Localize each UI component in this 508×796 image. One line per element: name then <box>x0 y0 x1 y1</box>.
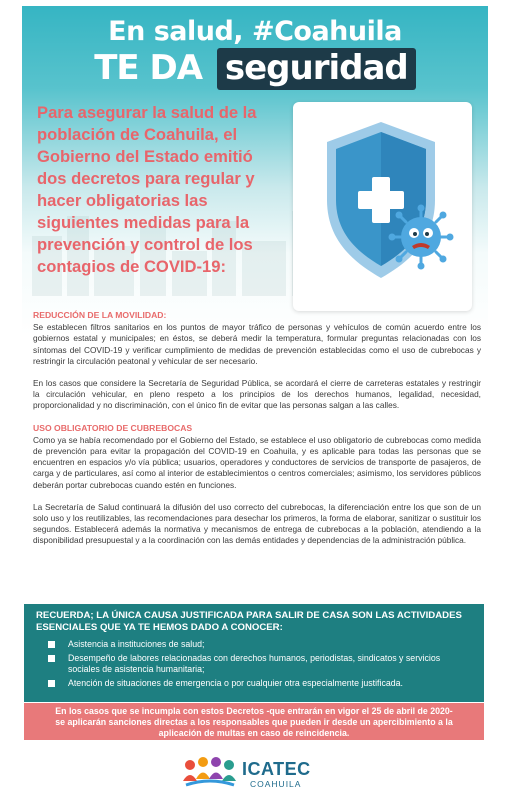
body-text <box>33 310 481 558</box>
paragraph-movilidad-2: En los casos que considere la Secretaría de Seguridad Pública, se acordará el cierre de carreteras estatales y restringir la circulación vehicular, en pleno respeto a los principios de los derechos humanos, legalidad, necesidad, proporcionalidad y no discriminación, con el único fin de evitar que las personas salgan a las calles. <box>33 378 481 411</box>
logo-subtitle: COAHUILA <box>250 779 302 789</box>
reminder-title: RECUERDA; LA ÚNICA CAUSA JUSTIFICADA PARA SALIR DE CASA SON LAS ACTIVIDADES ESENCIALES QUE YA TE HEMOS DADO A CONOCER: <box>36 610 462 633</box>
list-item <box>48 678 472 689</box>
paragraph-cubrebocas-2: La Secretaría de Salud continuará la difusión del uso correcto del cubrebocas, la diferenciación entre los que son de un solo uso y los reutilizables, las recomendaciones para desechar los primeros, la forma de elaborar, sanitizar o sustituir los segundos. Establecerá además la normativa y mecanismos de entrega de cubrebocas a la población, atendiendo a la disponibilidad presupuestal y a la coordinación con las demás entidades y dependencias de la administración pública. <box>33 501 481 546</box>
list-item-text: Atención de situaciones de emergencia o por cualquier otra especialmente justificada. <box>68 678 403 688</box>
section-title-movilidad: REDUCCIÓN DE LA MOVILIDAD: <box>33 310 167 320</box>
warning-box: En los casos que se incumpla con estos Decretos -que entrarán en vigor el 25 de abril de 2020- se aplicarán sanciones directas a los responsables que pueden ir desde un apercibimiento a la aplicación de multas en caso de reincidencia. <box>24 703 484 740</box>
people-logo-icon <box>180 757 240 791</box>
logo-name: ICATEC <box>242 759 311 779</box>
title-highlight: seguridad <box>217 48 416 90</box>
square-bullet-icon <box>48 641 55 648</box>
virus-icon <box>388 204 454 270</box>
paragraph-cubrebocas-1: Como ya se había recomendado por el Gobierno del Estado, se establece el uso obligatorio de cubrebocas como medida de prevención para evitar la propagación del COVID-19 en Coahuila, y es aplicable para todas las personas que se encuentren en espacios y/o vía pública; usuarios, operadores y conductores de servicios de transporte de pasajeros, de carga y de particulares, así como al interior de establecimientos o centros comerciales; asimismo, los servidores públicos deberán portar cubrebocas cuando estén en funciones. <box>33 434 481 490</box>
icatec-logo <box>180 757 330 791</box>
intro-statement: Para asegurar la salud de la población de Coahuila, el Gobierno del Estado emitió dos decretos para regular y hacer obligatorias las siguientes medidas para la prevención y control de los contagios de COVID-19: <box>37 103 257 276</box>
square-bullet-icon <box>48 655 55 662</box>
title-line-1: En salud, #Coahuila <box>108 16 402 47</box>
reminder-list <box>36 639 472 689</box>
square-bullet-icon <box>48 680 55 687</box>
list-item <box>48 653 472 675</box>
list-item-text: Asistencia a instituciones de salud; <box>68 639 205 649</box>
title-prefix: TE DA <box>94 48 203 88</box>
list-item-text: Desempeño de labores relacionadas con derechos humanos, periodistas, sindicatos y servicios sociales de asistencia humanitaria; <box>68 653 441 674</box>
reminder-box <box>24 604 484 702</box>
section-title-cubrebocas: USO OBLIGATORIO DE CUBREBOCAS <box>33 422 193 433</box>
list-item <box>48 639 472 650</box>
shield-illustration-card <box>293 102 472 311</box>
paragraph-movilidad-1: Se establecen filtros sanitarios en los puntos de mayor tráfico de personas y vehículos de común acuerdo entre los gobiernos estatal y municipales; en éstos, se deberá medir la temperatura, formular preguntas relacionadas con los síntomas del COVID-19 y verificar cumplimiento de medidas de prevención establecidas como el uso de cubrebocas y restringir la circulación peatonal y vehicular de ser necesario. <box>33 322 481 366</box>
title-line-2 <box>22 48 488 90</box>
